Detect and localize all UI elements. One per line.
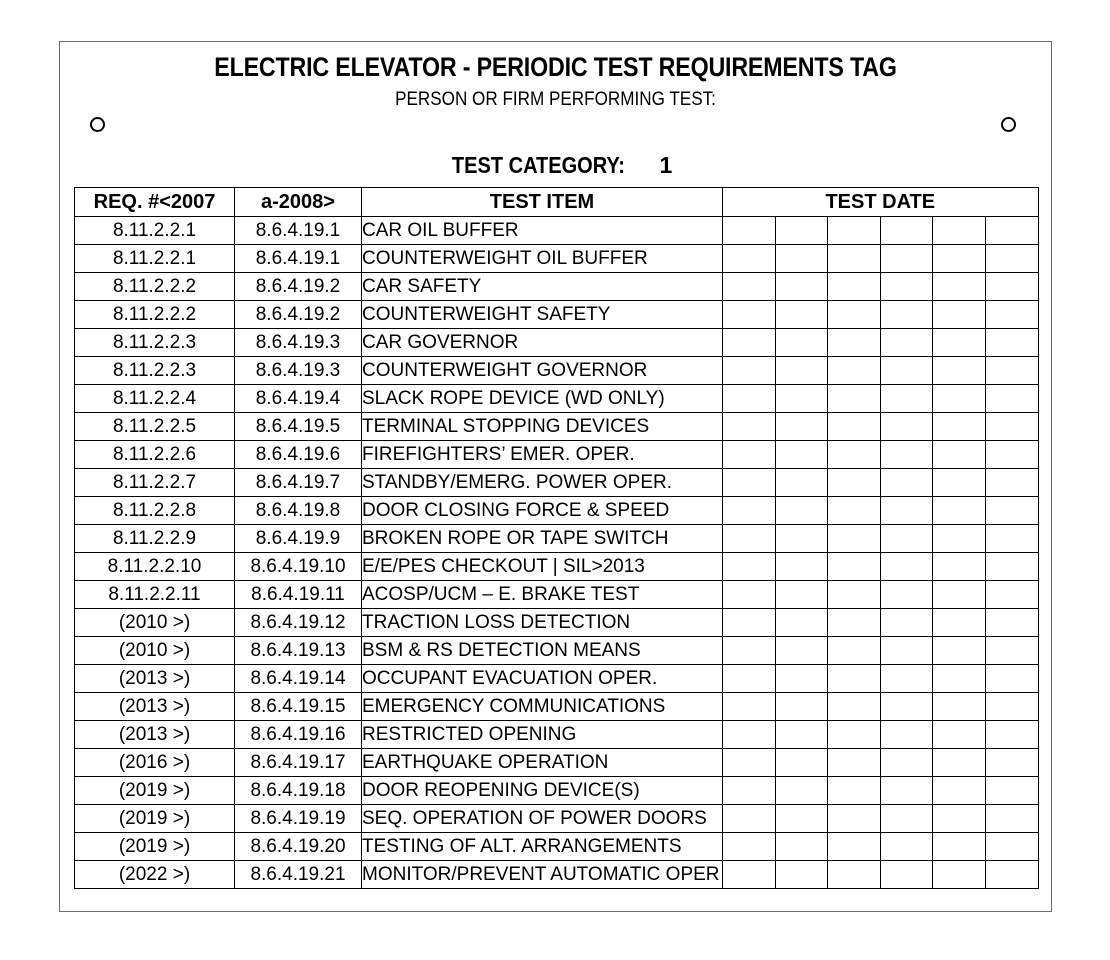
cell-test-date-entry[interactable] — [985, 273, 1038, 301]
cell-test-item: COUNTERWEIGHT GOVERNOR — [362, 357, 723, 385]
cell-req-number: 8.11.2.2.2 — [75, 301, 235, 329]
cell-test-date-entry[interactable] — [775, 469, 828, 497]
cell-test-date-entry[interactable] — [828, 805, 881, 833]
cell-a2008-number: 8.6.4.19.19 — [235, 805, 362, 833]
table-row — [75, 861, 1039, 889]
cell-test-date-entry[interactable] — [723, 217, 776, 245]
cell-test-date-entry[interactable] — [933, 413, 986, 441]
table-row — [75, 721, 1039, 749]
cell-test-date-entry[interactable] — [775, 217, 828, 245]
cell-req-number: (2019 >) — [75, 833, 235, 861]
cell-test-date-entry[interactable] — [985, 721, 1038, 749]
cell-test-date-entry[interactable] — [985, 441, 1038, 469]
table-row — [75, 805, 1039, 833]
cell-test-item: BROKEN ROPE OR TAPE SWITCH — [362, 525, 723, 553]
column-header-a2008: a-2008> — [235, 188, 362, 217]
cell-test-date-entry[interactable] — [880, 637, 933, 665]
cell-test-date-entry[interactable] — [880, 805, 933, 833]
cell-test-date-entry[interactable] — [933, 637, 986, 665]
cell-test-date-entry[interactable] — [828, 637, 881, 665]
cell-test-date-entry[interactable] — [880, 245, 933, 273]
column-header-test-item: TEST ITEM — [362, 188, 723, 217]
cell-test-date-entry[interactable] — [828, 721, 881, 749]
cell-test-date-entry[interactable] — [985, 553, 1038, 581]
table-row — [75, 301, 1039, 329]
cell-test-date-entry[interactable] — [775, 777, 828, 805]
cell-test-date-entry[interactable] — [880, 525, 933, 553]
cell-test-date-entry[interactable] — [933, 609, 986, 637]
cell-test-date-entry[interactable] — [828, 665, 881, 693]
cell-test-date-entry[interactable] — [723, 273, 776, 301]
table-row — [75, 469, 1039, 497]
cell-a2008-number: 8.6.4.19.18 — [235, 777, 362, 805]
cell-req-number: (2019 >) — [75, 777, 235, 805]
table-row — [75, 217, 1039, 245]
cell-test-date-entry[interactable] — [723, 245, 776, 273]
table-row — [75, 525, 1039, 553]
cell-test-date-entry[interactable] — [828, 777, 881, 805]
cell-test-item: ACOSP/UCM – E. BRAKE TEST — [362, 581, 723, 609]
cell-req-number: (2019 >) — [75, 805, 235, 833]
cell-test-date-entry[interactable] — [933, 301, 986, 329]
cell-req-number: 8.11.2.2.9 — [75, 525, 235, 553]
cell-test-date-entry[interactable] — [985, 693, 1038, 721]
table-row — [75, 777, 1039, 805]
cell-test-date-entry[interactable] — [828, 329, 881, 357]
cell-a2008-number: 8.6.4.19.2 — [235, 273, 362, 301]
test-category-line — [60, 152, 1051, 179]
table-row — [75, 581, 1039, 609]
cell-test-date-entry[interactable] — [880, 441, 933, 469]
cell-test-date-entry[interactable] — [880, 693, 933, 721]
table-row — [75, 329, 1039, 357]
cell-test-date-entry[interactable] — [933, 217, 986, 245]
cell-a2008-number: 8.6.4.19.9 — [235, 525, 362, 553]
cell-test-date-entry[interactable] — [828, 385, 881, 413]
cell-test-item: RESTRICTED OPENING — [362, 721, 723, 749]
cell-test-item: CAR SAFETY — [362, 273, 723, 301]
cell-test-date-entry[interactable] — [723, 581, 776, 609]
cell-test-date-entry[interactable] — [775, 329, 828, 357]
table-body — [75, 217, 1039, 889]
table-row — [75, 357, 1039, 385]
cell-test-item: SLACK ROPE DEVICE (WD ONLY) — [362, 385, 723, 413]
table-row — [75, 665, 1039, 693]
cell-a2008-number: 8.6.4.19.6 — [235, 441, 362, 469]
cell-test-item: CAR GOVERNOR — [362, 329, 723, 357]
cell-test-date-entry[interactable] — [723, 805, 776, 833]
cell-test-item: OCCUPANT EVACUATION OPER. — [362, 665, 723, 693]
cell-test-date-entry[interactable] — [723, 861, 776, 889]
cell-test-date-entry[interactable] — [775, 581, 828, 609]
cell-test-item: CAR OIL BUFFER — [362, 217, 723, 245]
cell-test-date-entry[interactable] — [828, 357, 881, 385]
tag-header — [60, 42, 1051, 187]
table-row — [75, 497, 1039, 525]
cell-test-date-entry[interactable] — [723, 749, 776, 777]
cell-test-date-entry[interactable] — [880, 385, 933, 413]
cell-test-date-entry[interactable] — [723, 665, 776, 693]
table-row — [75, 441, 1039, 469]
cell-test-date-entry[interactable] — [985, 385, 1038, 413]
table-row — [75, 609, 1039, 637]
cell-test-date-entry[interactable] — [775, 301, 828, 329]
cell-test-date-entry[interactable] — [828, 581, 881, 609]
cell-test-date-entry[interactable] — [828, 245, 881, 273]
cell-test-date-entry[interactable] — [880, 553, 933, 581]
punch-hole-left-icon — [90, 117, 105, 132]
punch-hole-right-icon — [1001, 117, 1016, 132]
cell-test-date-entry[interactable] — [828, 413, 881, 441]
cell-a2008-number: 8.6.4.19.3 — [235, 357, 362, 385]
cell-test-item: STANDBY/EMERG. POWER OPER. — [362, 469, 723, 497]
cell-test-date-entry[interactable] — [933, 441, 986, 469]
cell-test-date-entry[interactable] — [985, 777, 1038, 805]
cell-test-date-entry[interactable] — [828, 749, 881, 777]
cell-test-date-entry[interactable] — [985, 245, 1038, 273]
cell-test-date-entry[interactable] — [828, 441, 881, 469]
cell-test-date-entry[interactable] — [985, 861, 1038, 889]
table-header-row — [75, 188, 1039, 217]
cell-a2008-number: 8.6.4.19.7 — [235, 469, 362, 497]
cell-test-date-entry[interactable] — [828, 525, 881, 553]
table-row — [75, 413, 1039, 441]
cell-req-number: 8.11.2.2.2 — [75, 273, 235, 301]
cell-test-date-entry[interactable] — [723, 497, 776, 525]
cell-test-date-entry[interactable] — [933, 357, 986, 385]
cell-test-date-entry[interactable] — [775, 861, 828, 889]
cell-test-date-entry[interactable] — [775, 245, 828, 273]
cell-req-number: 8.11.2.2.10 — [75, 553, 235, 581]
cell-req-number: 8.11.2.2.7 — [75, 469, 235, 497]
cell-req-number: 8.11.2.2.1 — [75, 245, 235, 273]
cell-req-number: 8.11.2.2.5 — [75, 413, 235, 441]
table-row — [75, 245, 1039, 273]
cell-test-date-entry[interactable] — [985, 357, 1038, 385]
tag-plate — [59, 41, 1052, 912]
cell-test-date-entry[interactable] — [723, 609, 776, 637]
cell-req-number: 8.11.2.2.3 — [75, 329, 235, 357]
cell-test-date-entry[interactable] — [880, 497, 933, 525]
cell-test-item: BSM & RS DETECTION MEANS — [362, 637, 723, 665]
cell-test-date-entry[interactable] — [933, 665, 986, 693]
column-header-test-date: TEST DATE — [723, 188, 1039, 217]
cell-test-item: TERMINAL STOPPING DEVICES — [362, 413, 723, 441]
table-row — [75, 273, 1039, 301]
cell-test-item: TRACTION LOSS DETECTION — [362, 609, 723, 637]
cell-test-date-entry[interactable] — [933, 273, 986, 301]
cell-test-item: DOOR CLOSING FORCE & SPEED — [362, 497, 723, 525]
cell-test-date-entry[interactable] — [723, 441, 776, 469]
cell-test-item: TESTING OF ALT. ARRANGEMENTS — [362, 833, 723, 861]
cell-a2008-number: 8.6.4.19.1 — [235, 217, 362, 245]
cell-test-date-entry[interactable] — [880, 469, 933, 497]
cell-test-date-entry[interactable] — [723, 357, 776, 385]
cell-req-number: 8.11.2.2.6 — [75, 441, 235, 469]
cell-req-number: 8.11.2.2.1 — [75, 217, 235, 245]
cell-a2008-number: 8.6.4.19.3 — [235, 329, 362, 357]
cell-test-date-entry[interactable] — [985, 833, 1038, 861]
cell-a2008-number: 8.6.4.19.11 — [235, 581, 362, 609]
cell-a2008-number: 8.6.4.19.8 — [235, 497, 362, 525]
cell-a2008-number: 8.6.4.19.17 — [235, 749, 362, 777]
cell-test-date-entry[interactable] — [775, 833, 828, 861]
cell-a2008-number: 8.6.4.19.1 — [235, 245, 362, 273]
cell-test-date-entry[interactable] — [775, 525, 828, 553]
cell-test-date-entry[interactable] — [985, 609, 1038, 637]
cell-test-date-entry[interactable] — [723, 329, 776, 357]
cell-test-date-entry[interactable] — [880, 833, 933, 861]
cell-test-date-entry[interactable] — [933, 749, 986, 777]
cell-test-date-entry[interactable] — [880, 273, 933, 301]
cell-test-date-entry[interactable] — [828, 693, 881, 721]
cell-req-number: (2013 >) — [75, 665, 235, 693]
cell-test-date-entry[interactable] — [828, 497, 881, 525]
cell-test-date-entry[interactable] — [880, 217, 933, 245]
cell-test-date-entry[interactable] — [880, 329, 933, 357]
cell-test-date-entry[interactable] — [933, 581, 986, 609]
test-requirements-table — [74, 187, 1039, 889]
cell-a2008-number: 8.6.4.19.14 — [235, 665, 362, 693]
table-row — [75, 749, 1039, 777]
cell-test-date-entry[interactable] — [933, 833, 986, 861]
cell-req-number: (2010 >) — [75, 609, 235, 637]
cell-req-number: 8.11.2.2.8 — [75, 497, 235, 525]
cell-test-date-entry[interactable] — [775, 441, 828, 469]
cell-a2008-number: 8.6.4.19.2 — [235, 301, 362, 329]
cell-test-date-entry[interactable] — [933, 385, 986, 413]
cell-test-date-entry[interactable] — [775, 609, 828, 637]
cell-test-date-entry[interactable] — [985, 217, 1038, 245]
cell-test-date-entry[interactable] — [880, 721, 933, 749]
cell-req-number: (2016 >) — [75, 749, 235, 777]
cell-test-date-entry[interactable] — [933, 861, 986, 889]
cell-test-date-entry[interactable] — [775, 749, 828, 777]
cell-test-item: DOOR REOPENING DEVICE(S) — [362, 777, 723, 805]
cell-test-date-entry[interactable] — [933, 721, 986, 749]
cell-test-date-entry[interactable] — [880, 861, 933, 889]
cell-test-date-entry[interactable] — [723, 525, 776, 553]
cell-test-date-entry[interactable] — [880, 581, 933, 609]
cell-test-date-entry[interactable] — [933, 245, 986, 273]
cell-a2008-number: 8.6.4.19.16 — [235, 721, 362, 749]
cell-test-item: FIREFIGHTERS’ EMER. OPER. — [362, 441, 723, 469]
cell-req-number: (2010 >) — [75, 637, 235, 665]
cell-test-date-entry[interactable] — [880, 777, 933, 805]
cell-test-item: E/E/PES CHECKOUT | SIL>2013 — [362, 553, 723, 581]
test-category-label: TEST CATEGORY: — [451, 152, 625, 178]
cell-a2008-number: 8.6.4.19.12 — [235, 609, 362, 637]
cell-test-date-entry[interactable] — [933, 329, 986, 357]
cell-test-date-entry[interactable] — [880, 413, 933, 441]
cell-test-item: EMERGENCY COMMUNICATIONS — [362, 693, 723, 721]
cell-test-date-entry[interactable] — [723, 553, 776, 581]
cell-test-date-entry[interactable] — [775, 693, 828, 721]
cell-test-date-entry[interactable] — [775, 553, 828, 581]
page-title: ELECTRIC ELEVATOR - PERIODIC TEST REQUIREMENTS TAG — [214, 52, 897, 82]
cell-test-date-entry[interactable] — [775, 721, 828, 749]
cell-test-date-entry[interactable] — [775, 413, 828, 441]
cell-test-item: COUNTERWEIGHT OIL BUFFER — [362, 245, 723, 273]
cell-test-date-entry[interactable] — [723, 637, 776, 665]
cell-test-date-entry[interactable] — [985, 301, 1038, 329]
cell-test-date-entry[interactable] — [933, 553, 986, 581]
cell-test-date-entry[interactable] — [775, 665, 828, 693]
cell-a2008-number: 8.6.4.19.21 — [235, 861, 362, 889]
cell-test-date-entry[interactable] — [723, 833, 776, 861]
cell-test-date-entry[interactable] — [985, 525, 1038, 553]
cell-test-date-entry[interactable] — [723, 385, 776, 413]
cell-test-date-entry[interactable] — [723, 777, 776, 805]
cell-test-date-entry[interactable] — [723, 721, 776, 749]
cell-req-number: 8.11.2.2.3 — [75, 357, 235, 385]
cell-req-number: (2013 >) — [75, 693, 235, 721]
cell-test-date-entry[interactable] — [880, 665, 933, 693]
cell-req-number: (2013 >) — [75, 721, 235, 749]
cell-test-date-entry[interactable] — [880, 357, 933, 385]
cell-test-date-entry[interactable] — [985, 413, 1038, 441]
cell-test-date-entry[interactable] — [775, 357, 828, 385]
cell-test-date-entry[interactable] — [880, 301, 933, 329]
cell-test-date-entry[interactable] — [775, 637, 828, 665]
cell-test-date-entry[interactable] — [723, 301, 776, 329]
cell-a2008-number: 8.6.4.19.10 — [235, 553, 362, 581]
cell-test-date-entry[interactable] — [828, 861, 881, 889]
cell-test-date-entry[interactable] — [985, 469, 1038, 497]
cell-test-date-entry[interactable] — [985, 581, 1038, 609]
cell-req-number: 8.11.2.2.11 — [75, 581, 235, 609]
cell-test-date-entry[interactable] — [880, 609, 933, 637]
cell-test-date-entry[interactable] — [828, 217, 881, 245]
cell-test-date-entry[interactable] — [828, 301, 881, 329]
table-row — [75, 637, 1039, 665]
cell-test-date-entry[interactable] — [775, 497, 828, 525]
cell-test-date-entry[interactable] — [985, 497, 1038, 525]
cell-req-number: 8.11.2.2.4 — [75, 385, 235, 413]
cell-test-date-entry[interactable] — [828, 273, 881, 301]
cell-test-date-entry[interactable] — [828, 469, 881, 497]
cell-test-date-entry[interactable] — [828, 833, 881, 861]
cell-a2008-number: 8.6.4.19.20 — [235, 833, 362, 861]
table-head — [75, 188, 1039, 217]
cell-test-date-entry[interactable] — [985, 665, 1038, 693]
cell-a2008-number: 8.6.4.19.15 — [235, 693, 362, 721]
cell-test-date-entry[interactable] — [985, 329, 1038, 357]
performing-test-label: PERSON OR FIRM PERFORMING TEST: — [395, 89, 716, 110]
cell-a2008-number: 8.6.4.19.13 — [235, 637, 362, 665]
table-row — [75, 693, 1039, 721]
cell-test-item: MONITOR/PREVENT AUTOMATIC OPER — [362, 861, 723, 889]
test-category-value: 1 — [659, 152, 673, 178]
cell-test-date-entry[interactable] — [933, 777, 986, 805]
cell-test-date-entry[interactable] — [933, 469, 986, 497]
table-row — [75, 553, 1039, 581]
cell-test-item: EARTHQUAKE OPERATION — [362, 749, 723, 777]
cell-test-item: SEQ. OPERATION OF POWER DOORS — [362, 805, 723, 833]
cell-req-number: (2022 >) — [75, 861, 235, 889]
cell-test-date-entry[interactable] — [828, 609, 881, 637]
cell-test-date-entry[interactable] — [985, 637, 1038, 665]
table-row — [75, 833, 1039, 861]
cell-test-item: COUNTERWEIGHT SAFETY — [362, 301, 723, 329]
cell-test-date-entry[interactable] — [933, 497, 986, 525]
cell-test-date-entry[interactable] — [933, 525, 986, 553]
cell-test-date-entry[interactable] — [880, 749, 933, 777]
cell-test-date-entry[interactable] — [775, 805, 828, 833]
cell-test-date-entry[interactable] — [775, 385, 828, 413]
cell-test-date-entry[interactable] — [828, 553, 881, 581]
cell-test-date-entry[interactable] — [985, 749, 1038, 777]
cell-test-date-entry[interactable] — [723, 413, 776, 441]
cell-test-date-entry[interactable] — [723, 469, 776, 497]
cell-test-date-entry[interactable] — [985, 805, 1038, 833]
cell-a2008-number: 8.6.4.19.4 — [235, 385, 362, 413]
cell-test-date-entry[interactable] — [723, 693, 776, 721]
table-row — [75, 385, 1039, 413]
cell-test-date-entry[interactable] — [775, 273, 828, 301]
column-header-req: REQ. #<2007 — [75, 188, 235, 217]
cell-test-date-entry[interactable] — [933, 805, 986, 833]
cell-test-date-entry[interactable] — [933, 693, 986, 721]
cell-a2008-number: 8.6.4.19.5 — [235, 413, 362, 441]
